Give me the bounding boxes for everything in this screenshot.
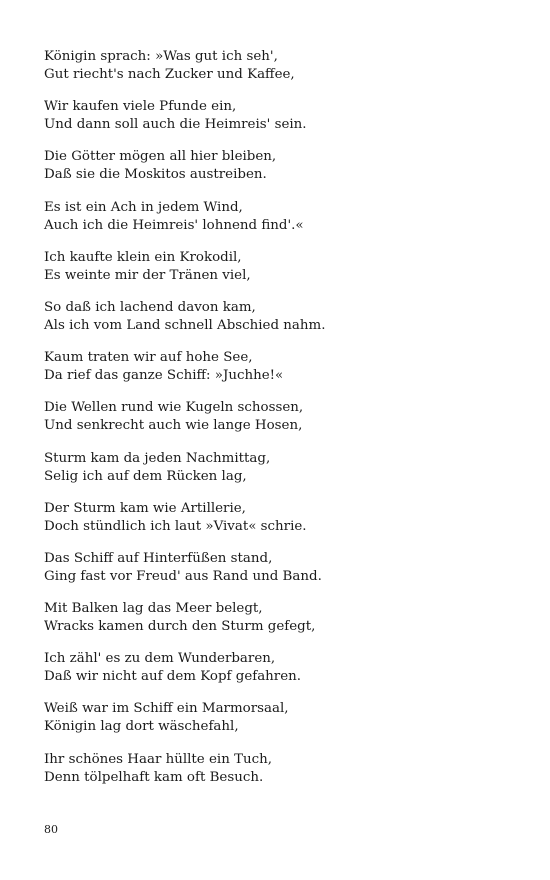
verse-line: Ich kaufte klein ein Krokodil, — [44, 249, 242, 265]
verse-line: Als ich vom Land schnell Abschied nahm. — [44, 317, 326, 333]
stanza — [44, 751, 524, 787]
stanza — [44, 500, 524, 536]
verse-line: Gut riecht's nach Zucker und Kaffee, — [44, 67, 295, 82]
verse-line: Auch ich die Heimreis' lohnend find'.« — [44, 217, 304, 233]
verse-line: Das Schiff auf Hinterfüßen stand, — [44, 550, 273, 566]
verse-line: Und dann soll auch die Heimreis' sein. — [44, 117, 307, 133]
page-number: 80 — [44, 823, 58, 836]
verse-line: Ich zähl' es zu dem Wunderbaren, — [44, 651, 276, 667]
stanza — [44, 450, 524, 486]
poem-text — [44, 48, 524, 801]
verse-line: Es ist ein Ach in jedem Wind, — [44, 199, 243, 215]
verse-line: Da rief das ganze Schiff: »Juchhe!« — [44, 368, 284, 384]
stanza — [44, 550, 524, 586]
verse-line: Königin lag dort wäschefahl, — [44, 719, 239, 735]
verse-line: Wracks kamen durch den Sturm gefegt, — [44, 619, 316, 635]
stanza — [44, 299, 524, 335]
verse-line: So daß ich lachend davon kam, — [44, 299, 256, 315]
verse-line: Es weinte mir der Tränen viel, — [44, 267, 251, 283]
stanza — [44, 399, 524, 435]
stanza — [44, 600, 524, 636]
stanza — [44, 700, 524, 736]
verse-line: Die Wellen rund wie Kugeln schossen, — [44, 400, 304, 416]
verse-line: Ihr schönes Haar hüllte ein Tuch, — [44, 751, 273, 767]
verse-line: Denn tölpelhaft kam oft Besuch. — [44, 769, 264, 785]
stanza — [44, 98, 524, 134]
verse-line: Daß wir nicht auf dem Kopf gefahren. — [44, 669, 302, 685]
stanza — [44, 650, 524, 686]
stanza — [44, 199, 524, 235]
stanza — [44, 148, 524, 184]
verse-line: Daß sie die Moskitos austreiben. — [44, 167, 267, 183]
verse-line: Wir kaufen viele Pfunde ein, — [44, 99, 237, 115]
stanza — [44, 349, 524, 385]
verse-line: Und senkrecht auch wie lange Hosen, — [44, 418, 303, 434]
verse-line: Kaum traten wir auf hohe See, — [44, 350, 253, 366]
verse-line: Königin sprach: »Was gut ich seh', — [44, 49, 278, 64]
verse-line: Weiß war im Schiff ein Marmorsaal, — [44, 701, 289, 717]
verse-line: Der Sturm kam wie Artillerie, — [44, 500, 246, 516]
stanza — [44, 249, 524, 285]
verse-line: Selig ich auf dem Rücken lag, — [44, 468, 247, 484]
verse-line: Mit Balken lag das Meer belegt, — [44, 601, 263, 617]
verse-line: Die Götter mögen all hier bleiben, — [44, 149, 277, 165]
verse-line: Sturm kam da jeden Nachmittag, — [44, 450, 271, 466]
stanza — [44, 48, 524, 84]
verse-line: Ging fast vor Freud' aus Rand und Band. — [44, 568, 322, 584]
verse-line: Doch stündlich ich laut »Vivat« schrie. — [44, 518, 307, 534]
